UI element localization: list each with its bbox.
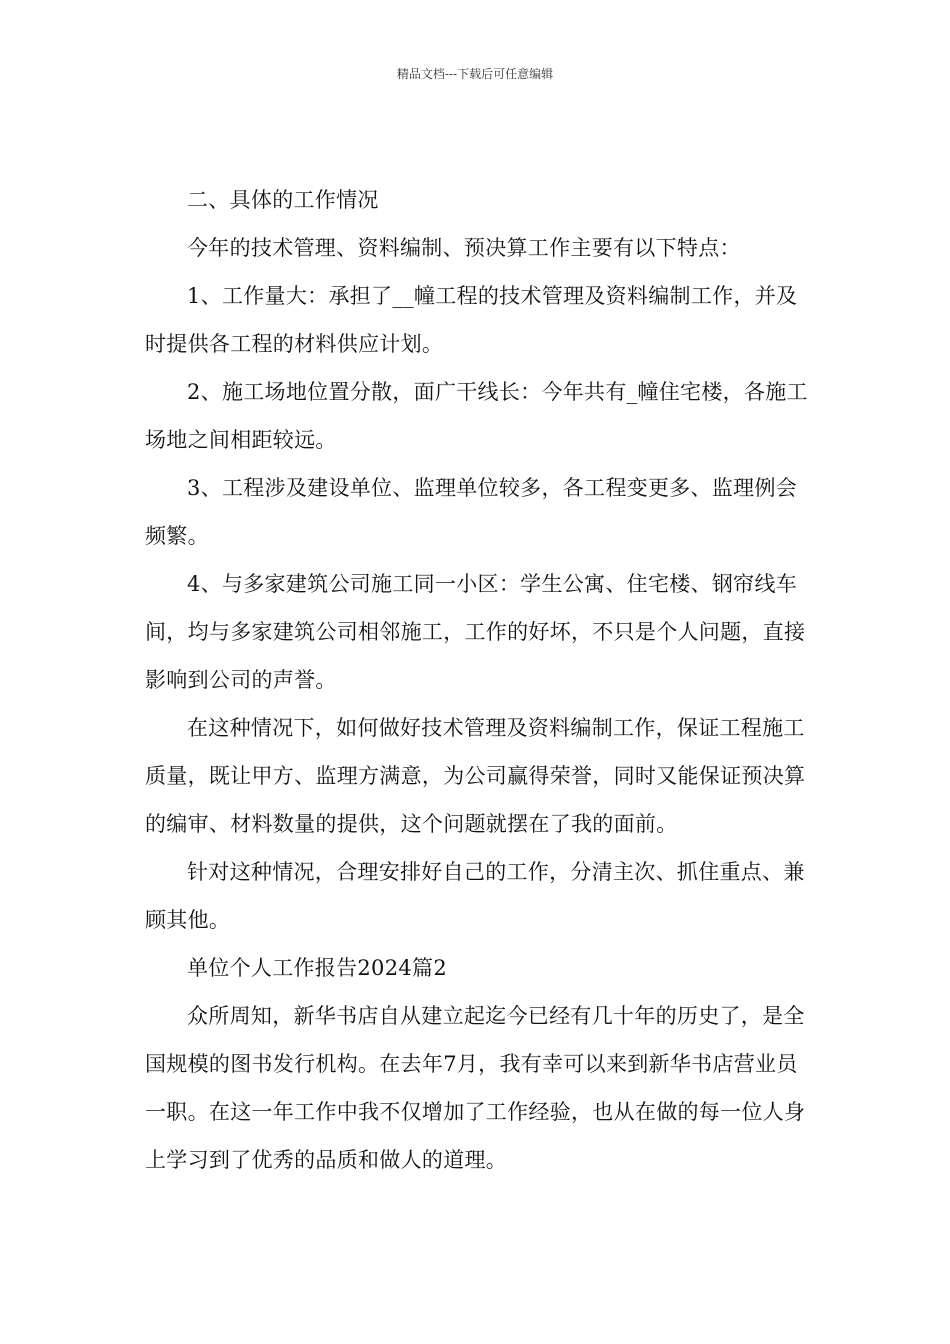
page-header: 精品文档---下载后可任意编辑 — [396, 67, 554, 81]
paragraph-response: 针对这种情况，合理安排好自己的工作，分清主次、抓住重点、兼顾其他。 — [145, 860, 805, 932]
paragraph-report-1: 众所周知，新华书店自从建立起迄今已经有几十年的历史了，是全国规模的图书发行机构。在去年7月，我有幸可以来到新华书店营业员一职。在这一年工作中我不仅增加了工作经验，也从在做的每一位人身上学习到了优秀的品质和做人的道理。 — [145, 1004, 806, 1172]
paragraph-point-3: 3、工程涉及建设单位、监理单位较多，各工程变更多、监理例会频繁。 — [145, 476, 798, 548]
section-heading: 二、具体的工作情况 — [187, 188, 379, 212]
report-title: 单位个人工作报告2024篇2 — [187, 956, 448, 980]
paragraph-point-2: 2、施工场地位置分散，面广干线长：今年共有_幢住宅楼，各施工场地之间相距较远。 — [145, 380, 808, 452]
document-body — [145, 176, 810, 1184]
paragraph-intro: 今年的技术管理、资料编制、预决算工作主要有以下特点： — [187, 236, 741, 260]
paragraph-situation: 在这种情况下，如何做好技术管理及资料编制工作，保证工程施工质量，既让甲方、监理方满意，为公司赢得荣誉，同时又能保证预决算的编审、材料数量的提供，这个问题就摆在了我的面前。 — [145, 716, 806, 836]
paragraph-point-1: 1、工作量大：承担了__幢工程的技术管理及资料编制工作，并及时提供各工程的材料供应计划。 — [145, 284, 798, 356]
paragraph-point-4: 4、与多家建筑公司施工同一小区：学生公寓、住宅楼、钢帘线车间，均与多家建筑公司相邻施工，工作的好坏，不只是个人问题，直接影响到公司的声誉。 — [145, 572, 806, 692]
